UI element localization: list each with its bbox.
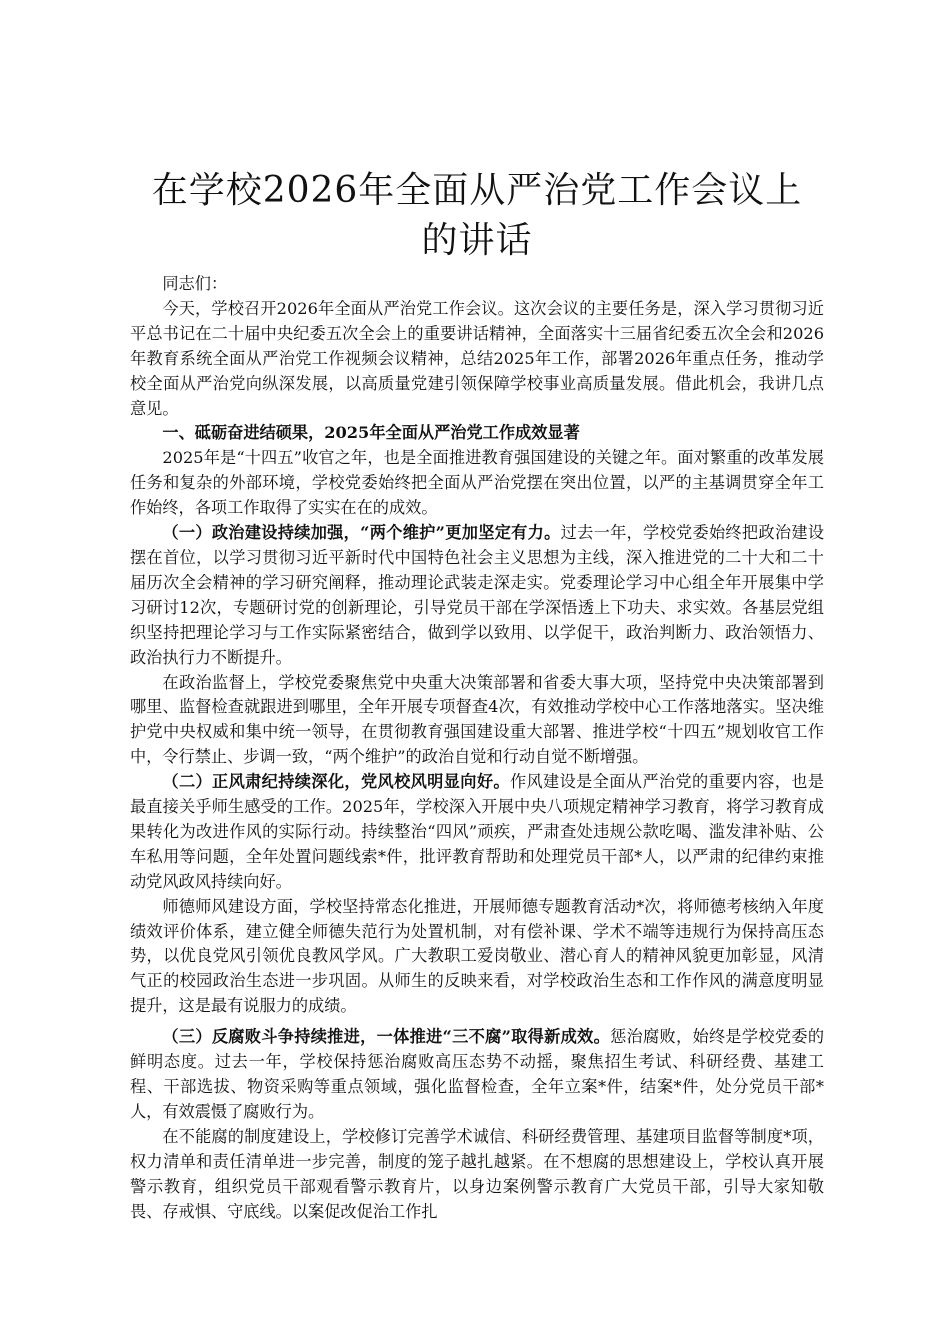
- item-1-lead: （一）政治建设持续加强，“两个维护”更加坚定有力。: [162, 523, 561, 543]
- item-1-paragraph: [130, 521, 824, 670]
- salutation: 同志们：: [162, 274, 228, 293]
- item-3-paragraph: [130, 1025, 824, 1125]
- item-3-paragraph-2: 在不能腐的制度建设上，学校修订完善学术诚信、科研经费管理、基建项目监督等制度*项，权力清单和责任清单进一步完善，制度的笼子越扎越紧。在不想腐的思想建设上，学校认真开展警示教育，组织党员干部观看警示教育片，以身边案例警示教育广大党员干部，引导大家知敬畏、存戒惧、守底线。以案促改促治工作扎: [130, 1126, 824, 1221]
- item-3-lead: （三）反腐败斗争持续推进，一体推进“三不腐”取得新成效。: [162, 1027, 611, 1047]
- intro-paragraph: 今天，学校召开2026年全面从严治党工作会议。这次会议的主要任务是，深入学习贯彻习近平总书记在二十届中央纪委五次全会上的重要讲话精神，全面落实十三届省纪委五次全会和2026年教育系统全面从严治党工作视频会议精神，总结2025年工作，部署2026年重点任务，推动学校全面从严治党向纵深发展，以高质量党建引领保障学校事业高质量发展。借此机会，我讲几点意见。: [130, 298, 824, 418]
- item-1-paragraph-2: 在政治监督上，学校党委聚焦党中央重大决策部署和省委大事大项，坚持党中央决策部署到哪里、监督检查就跟进到哪里，全年开展专项督查4次，有效推动学校中心工作落地落实。坚决维护党中央权威和集中统一领导，在贯彻教育强国建设重大部署、推进学校“十四五”规划收官工作中，令行禁止、步调一致，“两个维护”的政治自觉和行动自觉不断增强。: [130, 672, 824, 767]
- document-body: [130, 272, 824, 1224]
- document-page: [130, 166, 824, 1224]
- item-2-text: 作风建设是全面从严治党的重要内容，也是最直接关乎师生感受的工作。2025年，学校深入开展中央八项规定精神学习教育，将学习教育成果转化为改进作风的实际行动。持续整治“四风”顽疾，严肃查处违规公款吃喝、滥发津补贴、公车私用等问题，全年处置问题线索*件，批评教育帮助和处理党员干部*人，以严肃的纪律约束推动党风政风持续向好。: [130, 772, 825, 891]
- item-2-paragraph: [130, 770, 824, 895]
- section-1-intro: 2025年是“十四五”收官之年，也是全面推进教育强国建设的关键之年。面对繁重的改革发展任务和复杂的外部环境，学校党委始终把全面从严治党摆在突出位置，以严的主基调贯穿全年工作始终，各项工作取得了实实在在的成效。: [130, 448, 824, 518]
- document-title: 在学校2026年全面从严治党工作会议上的讲话: [151, 170, 803, 261]
- item-2-lead: （二）正风肃纪持续深化，党风校风明显向好。: [162, 772, 510, 792]
- item-1-text: 过去一年，学校党委始终把政治建设摆在首位，以学习贯彻习近平新时代中国特色社会主义思想为主线，深入推进党的二十大和二十届历次全会精神的学习研究阐释，推动理论武装走深走实。党委理论学习中心组全年开展集中学习研讨12次，专题研讨党的创新理论，引导党员干部在学深悟透上下功夫、求实效。各基层党组织坚持把理论学习与工作实际紧密结合，做到学以致用、以学促干，政治判断力、政治领悟力、政治执行力不断提升。: [130, 523, 825, 667]
- item-2-paragraph-2: 师德师风建设方面，学校坚持常态化推进，开展师德专题教育活动*次，将师德考核纳入年度绩效评价体系，建立健全师德失范行为处置机制，对有偿补课、学术不端等违规行为保持高压态势，以优良党风引领优良教风学风。广大教职工爱岗敬业、潜心育人的精神风貌更加彰显，风清气正的校园政治生态进一步巩固。从师生的反映来看，对学校政治生态和工作作风的满意度明显提升，这是最有说服力的成绩。: [130, 896, 824, 1016]
- section-heading-1: 一、砥砺奋进结硕果，2025年全面从严治党工作成效显著: [162, 423, 580, 443]
- item-3-text: 惩治腐败，始终是学校党委的鲜明态度。过去一年，学校保持惩治腐败高压态势不动摇，聚焦招生考试、科研经费、基建工程、干部选拔、物资采购等重点领域，强化监督检查，全年立案*件，结案*件，处分党员干部*人，有效震慑了腐败行为。: [130, 1027, 825, 1121]
